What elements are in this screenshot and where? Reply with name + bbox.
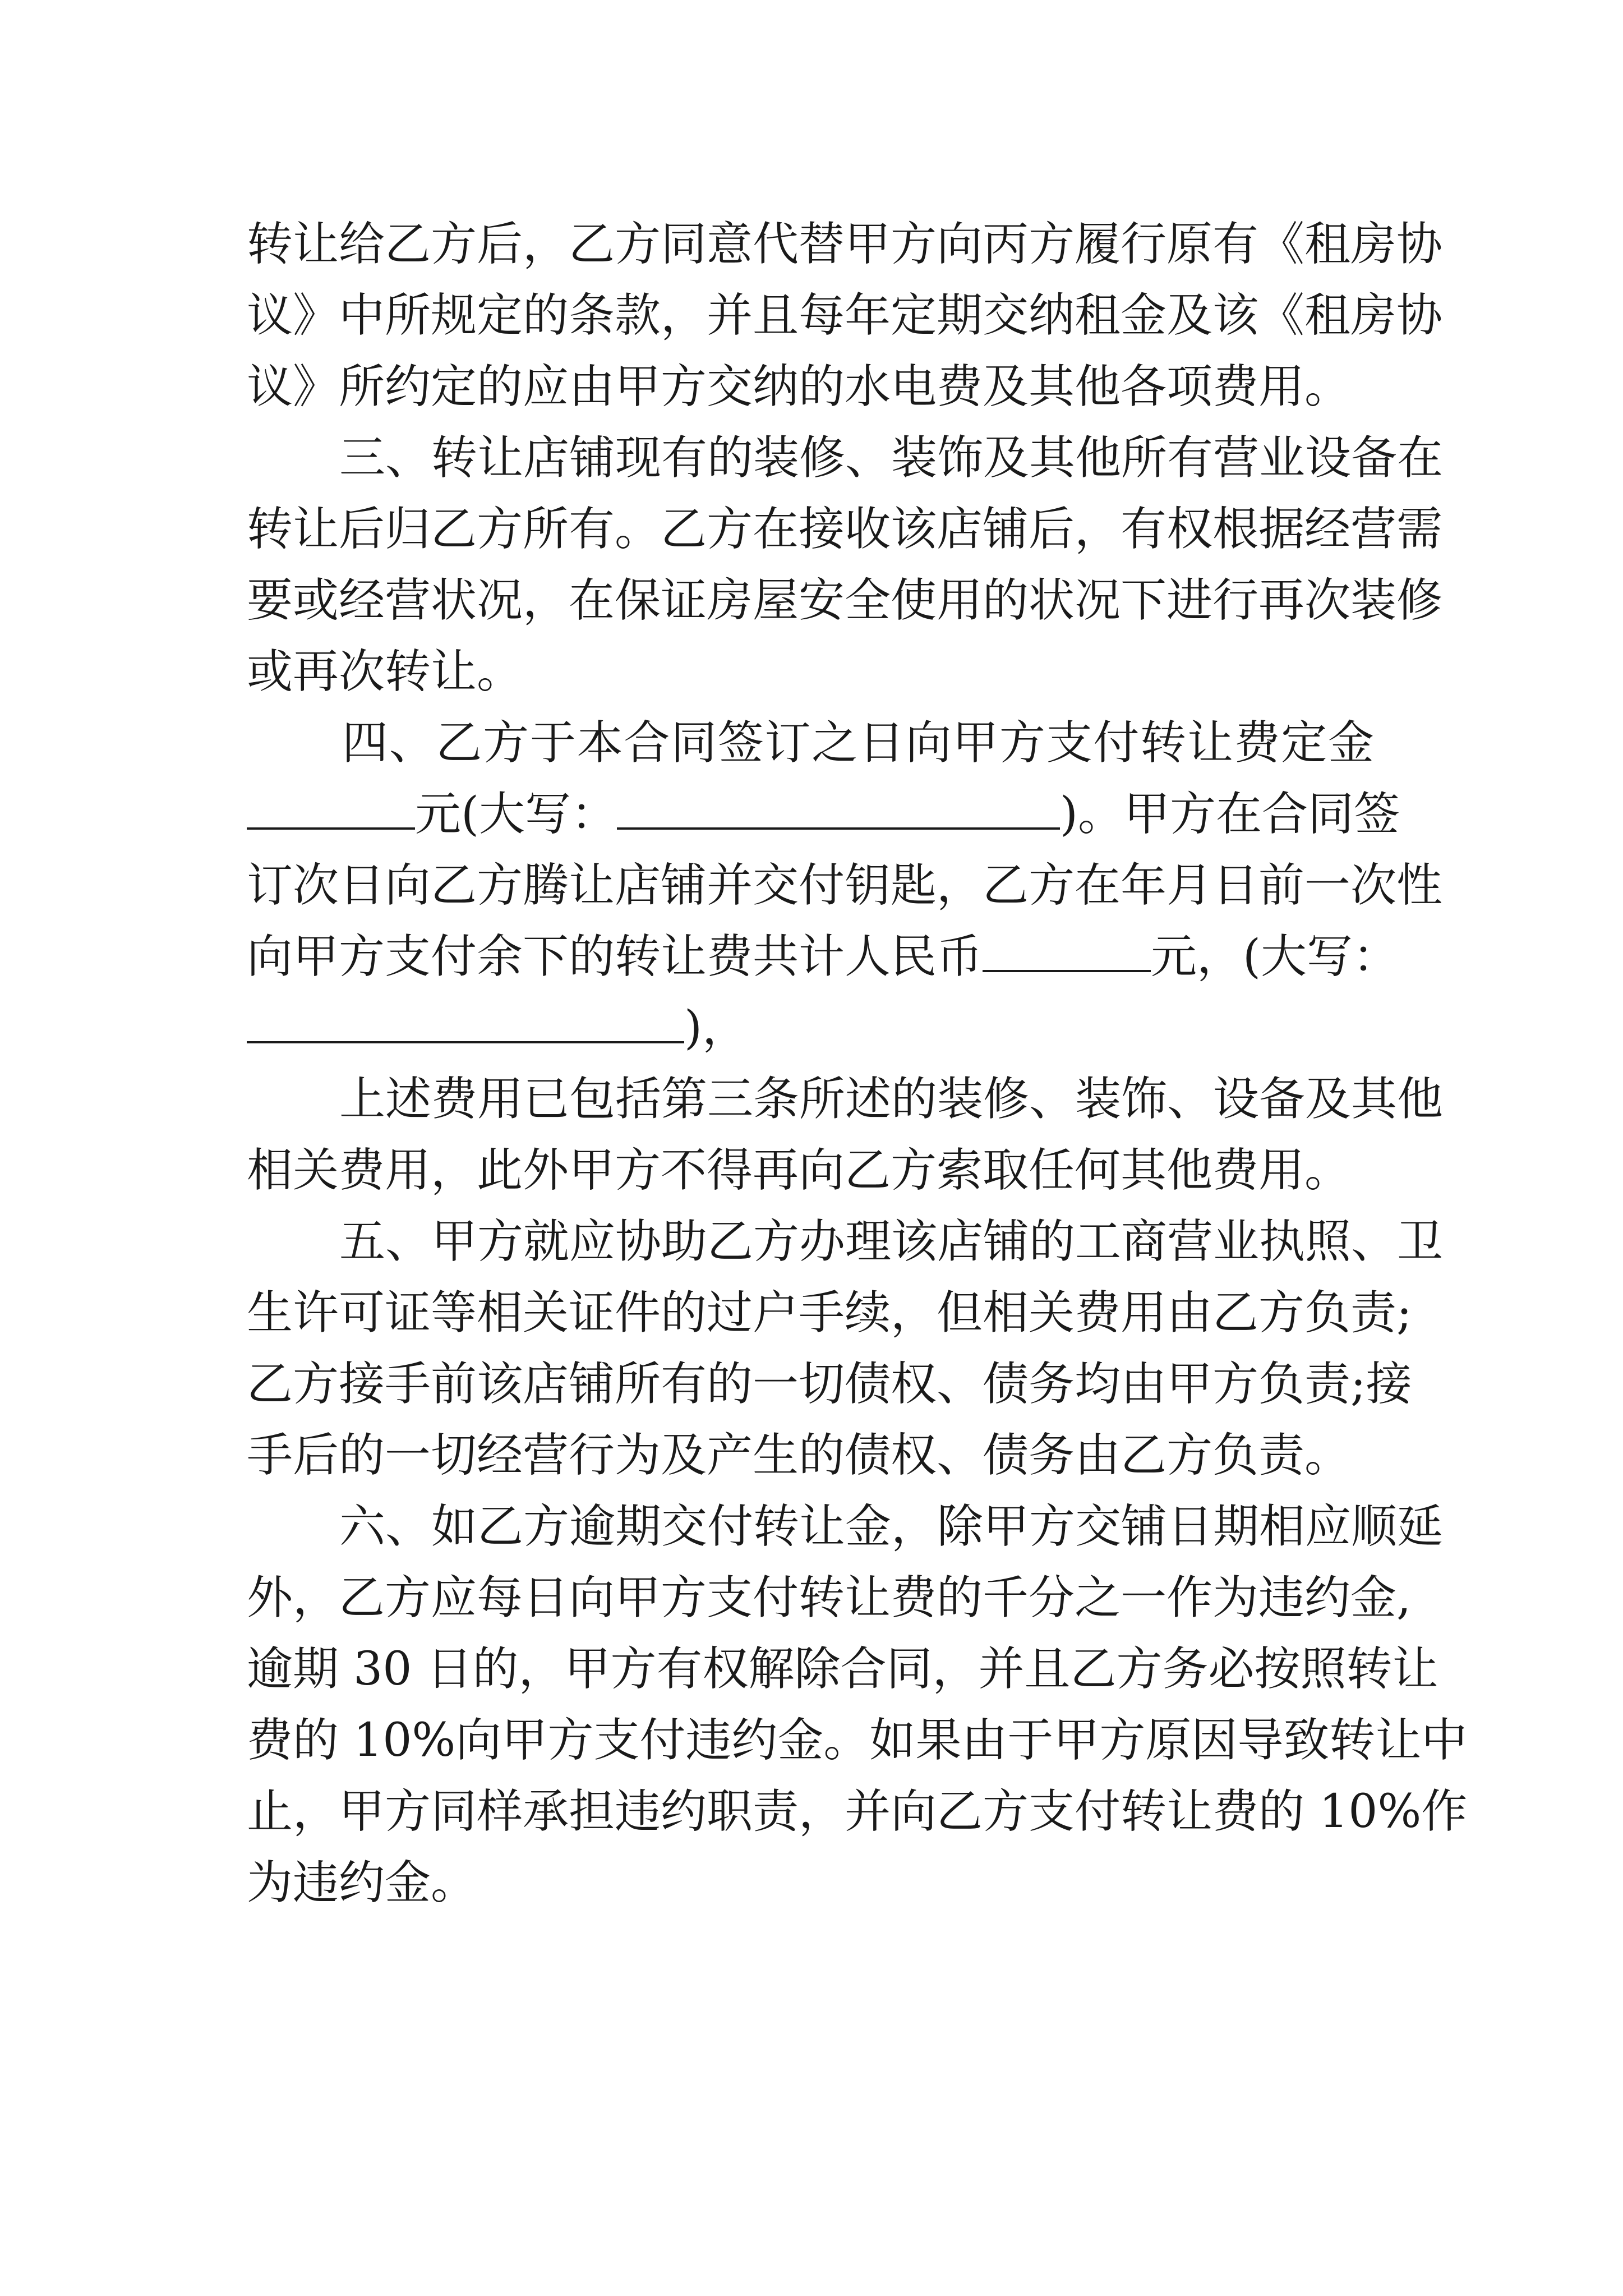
line-segment: )， [684,1001,748,1055]
text-line: 手后的一切经营行为及产生的债权、债务由乙方负责。 [247,1429,1351,1482]
text-line: 议》中所规定的条款，并且每年定期交纳租金及该《租房协 [247,289,1443,342]
text-line: 四、乙方于本合同签订之日向甲方支付转让费定金 [342,716,1374,770]
line-segment: 元，(大写： [1151,930,1399,983]
text-line: 或再次转让。 [247,645,523,698]
text-line: 订次日向乙方腾让店铺并交付钥匙，乙方在年月日前一次性 [247,859,1443,912]
text-line: 外，乙方应每日向甲方支付转让费的千分之一作为违约金, [247,1571,1412,1625]
text-line: 为违约金。 [247,1856,477,1910]
text-line: 五、甲方就应协助乙方办理该店铺的工商营业执照、卫 [339,1215,1444,1268]
text-line: 要或经营状况，在保证房屋安全使用的状况下进行再次装修 [247,574,1443,627]
blank-field [617,792,1060,830]
line-segment: )。甲方在合同签 [1060,788,1400,841]
text-line: 止，甲方同样承担违约职责，并向乙方支付转让费的 10%作 [247,1785,1468,1838]
blank-field [247,1005,684,1043]
text-line: 相关费用，此外甲方不得再向乙方索取任何其他费用。 [247,1144,1351,1197]
text-line: 转让给乙方后，乙方同意代替甲方向丙方履行原有《租房协 [247,218,1443,271]
text-line-with-blanks [247,788,1400,841]
text-line-with-blanks [247,930,1399,983]
blank-field [247,792,415,830]
text-line: 逾期 30 日的，甲方有权解除合同，并且乙方务必按照转让 [247,1642,1438,1696]
line-segment: 元(大写： [415,788,617,841]
text-line: 转让后归乙方所有。乙方在接收该店铺后，有权根据经营需 [247,503,1443,556]
text-line: 上述费用已包括第三条所述的装修、装饰、设备及其他 [339,1073,1444,1126]
text-line: 生许可证等相关证件的过户手续，但相关费用由乙方负责; [247,1286,1412,1340]
text-line: 乙方接手前该店铺所有的一切债权、债务均由甲方负责;接 [247,1358,1412,1411]
text-line: 六、如乙方逾期交付转让金，除甲方交铺日期相应顺延 [339,1500,1444,1553]
text-line: 三、转让店铺现有的装修、装饰及其他所有营业设备在 [339,431,1444,485]
text-line-with-blanks [247,1001,748,1055]
text-line: 费的 10%向甲方支付违约金。如果由于甲方原因导致转让中 [247,1714,1468,1767]
text-line: 议》所约定的应由甲方交纳的水电费及其他各项费用。 [247,360,1351,413]
blank-field [983,934,1151,972]
line-segment: 向甲方支付余下的转让费共计人民币 [247,930,983,983]
